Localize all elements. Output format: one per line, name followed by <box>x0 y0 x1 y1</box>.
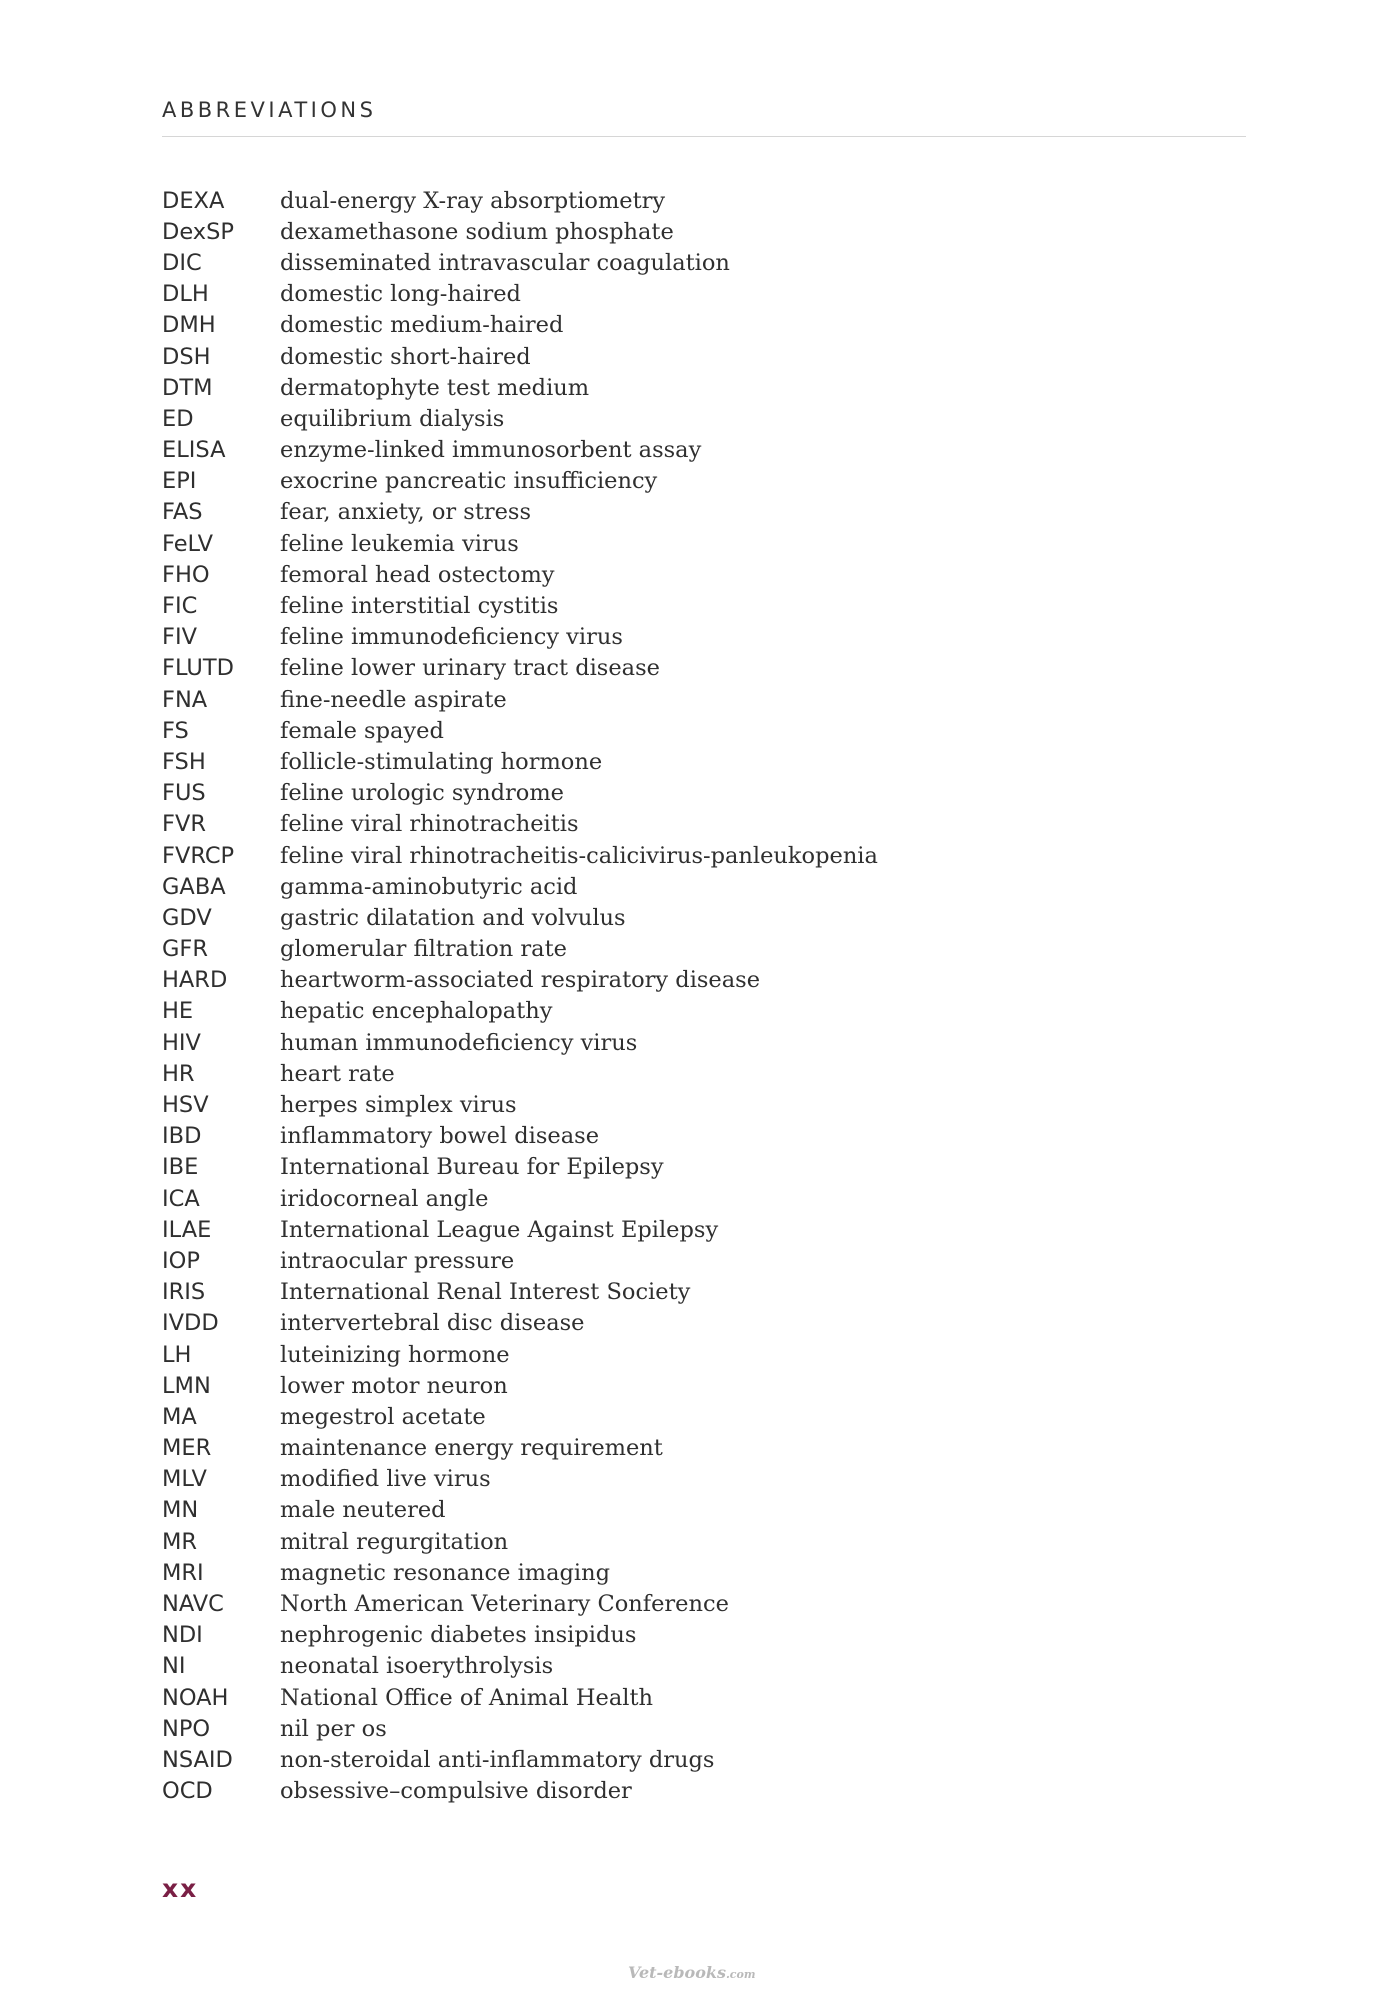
abbreviation-row <box>162 1027 1162 1058</box>
abbreviation-row <box>162 1121 1162 1152</box>
abbreviation-row <box>162 435 1162 466</box>
abbreviation-term: ELISA <box>162 437 226 464</box>
header-rule <box>162 136 1246 137</box>
abbreviation-row <box>162 497 1162 528</box>
abbreviation-definition: feline urologic syndrome <box>280 780 564 807</box>
abbreviation-row <box>162 1682 1162 1713</box>
abbreviation-term: FNA <box>162 686 208 713</box>
abbreviation-definition: disseminated intravascular coagulation <box>280 249 730 276</box>
abbreviation-row <box>162 653 1162 684</box>
abbreviation-term: NAVC <box>162 1591 224 1618</box>
abbreviation-term: GDV <box>162 904 212 931</box>
abbreviation-row <box>162 1401 1162 1432</box>
abbreviation-definition: International Bureau for Epilepsy <box>280 1154 664 1181</box>
abbreviation-definition: feline interstitial cystitis <box>280 593 559 620</box>
abbreviation-definition: International Renal Interest Society <box>280 1279 691 1306</box>
abbreviation-term: NPO <box>162 1715 211 1742</box>
abbreviation-term: FeLV <box>162 530 214 557</box>
abbreviation-row <box>162 1588 1162 1619</box>
abbreviation-definition: North American Veterinary Conference <box>280 1591 729 1618</box>
abbreviation-term: DSH <box>162 343 211 370</box>
abbreviation-row <box>162 403 1162 434</box>
abbreviation-term: ED <box>162 405 194 432</box>
abbreviation-definition: enzyme-linked immunosorbent assay <box>280 437 702 464</box>
abbreviation-term: DIC <box>162 249 202 276</box>
abbreviation-term: ILAE <box>162 1216 212 1243</box>
abbreviation-term: EPI <box>162 468 197 495</box>
abbreviation-row <box>162 310 1162 341</box>
abbreviation-row <box>162 1245 1162 1276</box>
abbreviation-term: DMH <box>162 312 216 339</box>
abbreviation-list <box>162 185 1162 1807</box>
abbreviation-definition: mitral regurgitation <box>280 1528 509 1555</box>
abbreviation-row <box>162 1464 1162 1495</box>
abbreviation-definition: feline viral rhinotracheitis <box>280 811 579 838</box>
abbreviation-row <box>162 1152 1162 1183</box>
abbreviation-row <box>162 746 1162 777</box>
abbreviation-term: HR <box>162 1060 195 1087</box>
abbreviation-definition: hepatic encephalopathy <box>280 998 553 1025</box>
abbreviation-row <box>162 902 1162 933</box>
abbreviation-definition: fine-needle aspirate <box>280 686 507 713</box>
abbreviation-row <box>162 528 1162 559</box>
abbreviation-term: IVDD <box>162 1310 219 1337</box>
abbreviation-term: FHO <box>162 561 210 588</box>
abbreviation-definition: feline immunodeficiency virus <box>280 624 623 651</box>
watermark <box>628 1963 755 1982</box>
abbreviation-term: LMN <box>162 1372 211 1399</box>
abbreviation-row <box>162 1495 1162 1526</box>
abbreviation-term: FSH <box>162 748 206 775</box>
abbreviation-row <box>162 809 1162 840</box>
abbreviation-term: HIV <box>162 1029 201 1056</box>
abbreviation-definition: maintenance energy requirement <box>280 1435 663 1462</box>
abbreviation-definition: magnetic resonance imaging <box>280 1559 611 1586</box>
abbreviation-definition: nephrogenic diabetes insipidus <box>280 1622 637 1649</box>
abbreviation-definition: inflammatory bowel disease <box>280 1123 600 1150</box>
abbreviation-term: FLUTD <box>162 655 234 682</box>
abbreviation-term: MR <box>162 1528 198 1555</box>
abbreviation-row <box>162 1339 1162 1370</box>
abbreviation-definition: fear, anxiety, or stress <box>280 499 532 526</box>
abbreviation-definition: domestic long-haired <box>280 281 521 308</box>
abbreviation-term: LH <box>162 1341 192 1368</box>
page-number: xx <box>162 1874 199 1903</box>
abbreviation-row <box>162 247 1162 278</box>
abbreviation-term: DTM <box>162 374 213 401</box>
abbreviation-row <box>162 1651 1162 1682</box>
abbreviation-row <box>162 1776 1162 1807</box>
abbreviation-definition: gastric dilatation and volvulus <box>280 904 626 931</box>
abbreviation-term: FS <box>162 717 189 744</box>
abbreviation-row <box>162 778 1162 809</box>
abbreviation-row <box>162 1183 1162 1214</box>
abbreviation-term: NSAID <box>162 1746 233 1773</box>
abbreviation-term: IBD <box>162 1123 202 1150</box>
abbreviation-term: DLH <box>162 281 209 308</box>
abbreviation-term: DEXA <box>162 187 225 214</box>
abbreviation-row <box>162 1089 1162 1120</box>
abbreviation-term: DexSP <box>162 218 234 245</box>
abbreviation-term: IOP <box>162 1247 200 1274</box>
abbreviation-definition: International League Against Epilepsy <box>280 1216 719 1243</box>
abbreviation-row <box>162 871 1162 902</box>
abbreviation-term: MRI <box>162 1559 204 1586</box>
abbreviation-row <box>162 372 1162 403</box>
watermark-text: Vet-ebooks <box>628 1963 726 1982</box>
abbreviation-row <box>162 279 1162 310</box>
abbreviation-term: IRIS <box>162 1279 206 1306</box>
abbreviation-term: HARD <box>162 967 228 994</box>
abbreviation-definition: dermatophyte test medium <box>280 374 590 401</box>
abbreviation-term: GABA <box>162 873 226 900</box>
abbreviation-row <box>162 622 1162 653</box>
abbreviation-row <box>162 1277 1162 1308</box>
abbreviation-definition: dexamethasone sodium phosphate <box>280 218 674 245</box>
abbreviation-definition: National Office of Animal Health <box>280 1684 653 1711</box>
abbreviation-term: NDI <box>162 1622 203 1649</box>
abbreviation-row <box>162 466 1162 497</box>
watermark-domain: .com <box>725 1968 756 1981</box>
abbreviation-term: MER <box>162 1435 212 1462</box>
abbreviation-definition: iridocorneal angle <box>280 1185 489 1212</box>
abbreviation-definition: female spayed <box>280 717 444 744</box>
abbreviation-row <box>162 684 1162 715</box>
abbreviation-definition: feline leukemia virus <box>280 530 519 557</box>
abbreviation-definition: heart rate <box>280 1060 395 1087</box>
abbreviation-term: FVR <box>162 811 206 838</box>
abbreviation-term: ICA <box>162 1185 200 1212</box>
abbreviation-definition: glomerular filtration rate <box>280 936 567 963</box>
abbreviation-definition: dual-energy X-ray absorptiometry <box>280 187 666 214</box>
abbreviation-row <box>162 996 1162 1027</box>
abbreviation-definition: neonatal isoerythrolysis <box>280 1653 554 1680</box>
abbreviation-definition: exocrine pancreatic insufficiency <box>280 468 658 495</box>
running-header: ABBREVIATIONS <box>162 98 377 122</box>
abbreviation-definition: feline lower urinary tract disease <box>280 655 660 682</box>
abbreviation-term: MA <box>162 1403 197 1430</box>
abbreviation-term: FUS <box>162 780 206 807</box>
abbreviation-definition: luteinizing hormone <box>280 1341 510 1368</box>
abbreviation-definition: megestrol acetate <box>280 1403 486 1430</box>
abbreviation-term: FVRCP <box>162 842 235 869</box>
abbreviation-row <box>162 1620 1162 1651</box>
abbreviation-row <box>162 1433 1162 1464</box>
abbreviation-row <box>162 559 1162 590</box>
abbreviation-row <box>162 1214 1162 1245</box>
abbreviation-term: NI <box>162 1653 186 1680</box>
abbreviation-row <box>162 715 1162 746</box>
abbreviation-row <box>162 1526 1162 1557</box>
abbreviation-definition: follicle-stimulating hormone <box>280 748 603 775</box>
abbreviation-term: GFR <box>162 936 209 963</box>
abbreviation-definition: lower motor neuron <box>280 1372 508 1399</box>
abbreviation-row <box>162 934 1162 965</box>
abbreviation-definition: domestic short-haired <box>280 343 531 370</box>
abbreviation-row <box>162 216 1162 247</box>
abbreviation-row <box>162 965 1162 996</box>
abbreviation-term: FAS <box>162 499 203 526</box>
abbreviation-definition: domestic medium-haired <box>280 312 564 339</box>
abbreviation-definition: gamma-aminobutyric acid <box>280 873 578 900</box>
abbreviation-row <box>162 1713 1162 1744</box>
abbreviation-row <box>162 840 1162 871</box>
abbreviation-definition: feline viral rhinotracheitis-calicivirus-panleukopenia <box>280 842 878 869</box>
abbreviation-definition: human immunodeficiency virus <box>280 1029 638 1056</box>
abbreviation-term: HSV <box>162 1092 209 1119</box>
abbreviation-term: IBE <box>162 1154 199 1181</box>
abbreviation-row <box>162 590 1162 621</box>
abbreviation-term: OCD <box>162 1778 213 1805</box>
abbreviation-term: HE <box>162 998 194 1025</box>
abbreviation-definition: nil per os <box>280 1715 387 1742</box>
abbreviation-row <box>162 341 1162 372</box>
abbreviation-row <box>162 1744 1162 1775</box>
abbreviation-row <box>162 1308 1162 1339</box>
abbreviation-term: FIV <box>162 624 197 651</box>
abbreviation-definition: equilibrium dialysis <box>280 405 505 432</box>
abbreviation-term: MN <box>162 1497 199 1524</box>
abbreviation-definition: modified live virus <box>280 1466 491 1493</box>
abbreviation-term: MLV <box>162 1466 207 1493</box>
abbreviation-term: NOAH <box>162 1684 229 1711</box>
abbreviation-definition: male neutered <box>280 1497 446 1524</box>
abbreviation-definition: non-steroidal anti-inflammatory drugs <box>280 1746 715 1773</box>
abbreviation-row <box>162 1058 1162 1089</box>
abbreviation-definition: obsessive–compulsive disorder <box>280 1778 632 1805</box>
abbreviation-row <box>162 185 1162 216</box>
abbreviation-definition: herpes simplex virus <box>280 1092 517 1119</box>
abbreviation-definition: intraocular pressure <box>280 1247 515 1274</box>
abbreviation-row <box>162 1370 1162 1401</box>
abbreviation-term: FIC <box>162 593 198 620</box>
abbreviation-definition: femoral head ostectomy <box>280 561 555 588</box>
abbreviation-definition: heartworm-associated respiratory disease <box>280 967 761 994</box>
abbreviation-definition: intervertebral disc disease <box>280 1310 585 1337</box>
abbreviation-row <box>162 1557 1162 1588</box>
